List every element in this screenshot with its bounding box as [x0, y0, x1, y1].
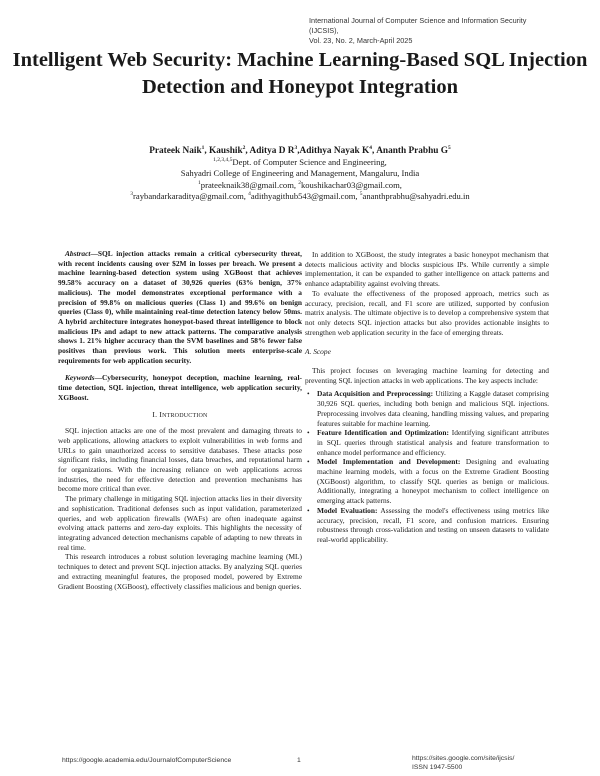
emails-line-1: $^1$prateeknaik38@gmail.com, $^2$koushikachar03@gmail.com, [198, 179, 402, 190]
keywords [58, 373, 302, 402]
paper-title: Intelligent Web Security: Machine Learning-Based SQL Injection Detection and Honeypot Integration [12, 49, 588, 98]
author-names: Prateek Naik$^1$, Kaushik$^2$, Aditya D $R^3,Adithya$ Nayak $K^4$, Ananth Prabhu $G^5$ [149, 144, 451, 156]
section-heading-introduction: I. INTRODUCTION [152, 409, 208, 419]
email-3: raybandarkaraditya@gmail.com, [133, 190, 246, 201]
author-4: Adithya Nayak K [299, 146, 370, 156]
affiliation-college: Sahyadri College of Engineering and Management, Mangaluru, India [180, 168, 420, 179]
journal-volume: Vol. 23, No. 2, March-April 2025 [309, 36, 413, 45]
footer-right [412, 754, 514, 772]
intro-paragraph-1: SQL injection attacks are one of the most prevalent and damaging threats to web applications, allowing attackers to exploit vulnerabilities in web forms and URLs to gain unauthorized access to sensitive databases. These attacks pose significant risks, including financial losses, data breaches, and reputational harm for organizations. With the increasing reliance on web applications across industries, the need for effective detection and prevention mechanisms has become more critical than ever. [58, 426, 302, 494]
author-5: Ananth Prabhu G [376, 146, 449, 156]
author-block [0, 146, 600, 202]
email-4: adithyagithub543@gmail.com, [250, 190, 358, 201]
list-item: • Model Implementation and Development: Designing and evaluating machine learning models, with a focus on the Extreme Gradient Boosting (XGBoost) algorithm, to classify SQL queries as benign or malicious. Additionally, integrating a honeypot mechanism to collect intelligence on emerging attack patterns. [307, 457, 549, 506]
journal-name: International Journal of Computer Science and Information Security (IJCSIS), [309, 16, 527, 35]
list-item: • Feature Identification and Optimization: Identifying significant attributes in SQL queries through statistical analysis and feature transformation to enhance model performance and efficiency. [307, 428, 549, 457]
right-paragraph-2: To evaluate the effectiveness of the proposed approach, metrics such as accuracy, precision, recall, and F1 score are utilized, supported by confusion matrix analysis. The ultimate objective is to develop a comprehensive system that not only detects SQL injection attacks but also provides actionable insights to strengthen web application security in the face of emerging threats. [305, 288, 549, 337]
right-column [305, 250, 549, 545]
footer-academia-link[interactable]: https://google.academia.edu/JournalofComputerScience [62, 757, 232, 764]
author-1: Prateek Naik [149, 146, 202, 156]
footer-sites-link[interactable]: https://sites.google.com/site/ijcsis/ [412, 755, 515, 762]
email-2: koushikachar03@gmail.com, [300, 179, 402, 190]
author-2: Kaushik [209, 146, 243, 156]
page-number: 1 [297, 757, 301, 764]
emails-line-2: $^3$raybandarkaraditya@gmail.com, $^4$adithyagithub543@gmail.com, $^5$ananthprabhu@sahyadri.edu.in [130, 190, 470, 201]
email-1: prateeknaik38@gmail.com, [200, 179, 297, 190]
abstract [58, 249, 302, 365]
left-column [58, 249, 302, 591]
author-3: Aditya D R [249, 146, 295, 156]
intro-paragraph-2: The primary challenge in mitigating SQL injection attacks lies in their diversity and sophistication. Traditional defenses such as input validation, parameterized queries, and web application firewalls (WAFs) are often inadequate against evolving attack patterns and zero-day exploits. This highlights the necessity of integrating advanced detection mechanisms capable of adapting to new threats in real time. [58, 494, 302, 552]
scope-paragraph: This project focuses on leveraging machine learning for detecting and preventing SQL injection attacks in web applications. The key aspects include: [305, 366, 549, 385]
list-item: • Data Acquisition and Preprocessing: Utilizing a Kaggle dataset comprising 30,926 SQL queries, including both benign and malicious SQL injections. Preprocessing involves data cleaning, handling missing values, and preparing features suitable for machine learning. [307, 389, 549, 428]
footer-issn: ISSN 1947-5500 [412, 764, 463, 771]
keywords-label: Keywords [65, 373, 95, 383]
abstract-label: Abstract [65, 249, 91, 258]
keywords-text: —Cybersecurity, honeypot deception, machine learning, real-time detection, SQL injection, threat intelligence, web application security, XGBoost. [58, 373, 302, 402]
list-item: • Model Evaluation: Assessing the model's effectiveness using metrics like accuracy, precision, recall, F1 score, and confusion matrices. Ensuring robustness through cross-validation and testing on unseen datasets to validate real-world applicability. [307, 505, 549, 544]
scope-bullet-list [305, 389, 549, 544]
email-5: ananthprabhu@sahyadri.edu.in [362, 190, 470, 201]
journal-header [309, 16, 549, 46]
right-paragraph-1: In addition to XGBoost, the study integrates a basic honeypot mechanism that detects malicious activity and blocks suspicious IPs. While currently a simple implementation, it can be expanded to gather intelligence on attack patterns and enhance adaptability against evolving threats. [305, 250, 549, 289]
abstract-text: —SQL injection attacks remain a critical cybersecurity threat, with recent incidents causing over $2M in losses per breach. We present a machine learning-based detection system using XGBoost that achieves 99.58% accuracy on a dataset of 30,926 queries (63% benign, 37% malicious). The model demonstrates exceptional performance with a precision of 99.8% on malicious queries (Class 1) and 99.6% on benign queries (Class 0), while maintaining real-time detection latency below 50ms. A hybrid architecture integrates honeypot-based threat intelligence to block malicious IPs and adapt to new attack patterns. The comparative analysis shows 1. 21% higher accuracy than the SVM baselines and 58% fewer false positives than previous work. This solution meets enterprise-scale requirements for web application security. [58, 249, 302, 365]
intro-paragraph-3: This research introduces a robust solution leveraging machine learning (ML) techniques to detect and prevent SQL injection attacks. By analyzing SQL queries and extracting meaningful features, the proposed model, powered by Extreme Gradient Boosting (XGBoost), effectively classifies malicious and benign queries. [58, 552, 302, 591]
section-heading-scope: A. Scope [305, 347, 331, 357]
affiliation-dept: $^{1,2,3,4,5}$Dept. of Computer Science and Engineering, [213, 157, 387, 168]
